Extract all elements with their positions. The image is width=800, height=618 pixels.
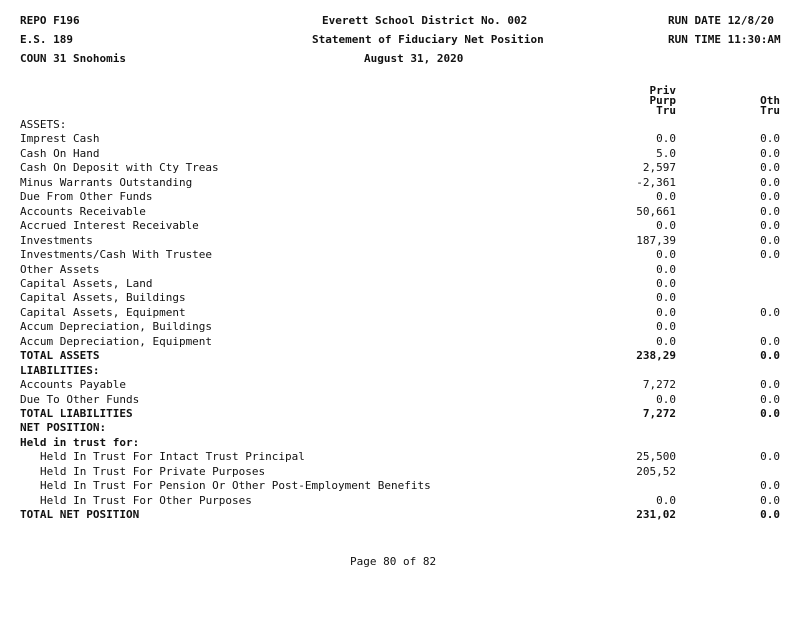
col2-header-line1: Oth bbox=[760, 94, 780, 107]
row-label: Accum Depreciation, Equipment bbox=[20, 335, 213, 348]
row-value-col2: 0.0 bbox=[760, 335, 780, 348]
row-value-col1: 5.0 bbox=[656, 147, 676, 160]
row-value-col2: 0.0 bbox=[760, 393, 780, 406]
row-value-col1: 238,29 bbox=[636, 349, 676, 362]
row-value-col2: 0.0 bbox=[760, 407, 780, 420]
row-label: ASSETS: bbox=[20, 118, 67, 131]
row-value-col2: 0.0 bbox=[760, 176, 780, 189]
header-district-name: Everett School District No. 002 bbox=[322, 14, 528, 27]
row-label: Investments bbox=[20, 234, 93, 247]
header-report-id: REPO F196 bbox=[20, 14, 80, 27]
row-value-col1: -2,361 bbox=[636, 176, 676, 189]
row-value-col1: 25,500 bbox=[636, 450, 676, 463]
row-value-col1: 0.0 bbox=[656, 291, 676, 304]
row-label: LIABILITIES: bbox=[20, 364, 100, 377]
row-label: TOTAL LIABILITIES bbox=[20, 407, 133, 420]
row-label: Held In Trust For Private Purposes bbox=[40, 465, 266, 478]
row-value-col1: 0.0 bbox=[656, 219, 676, 232]
row-value-col2: 0.0 bbox=[760, 161, 780, 174]
row-value-col1: 0.0 bbox=[656, 335, 676, 348]
row-label: Held In Trust For Pension Or Other Post-Employment Benefits bbox=[40, 479, 431, 492]
row-label: Accounts Receivable bbox=[20, 205, 146, 218]
row-label: Capital Assets, Buildings bbox=[20, 291, 186, 304]
row-value-col1: 231,02 bbox=[636, 508, 676, 521]
row-value-col2: 0.0 bbox=[760, 219, 780, 232]
row-value-col2: 0.0 bbox=[760, 190, 780, 203]
row-value-col1: 2,597 bbox=[642, 161, 676, 174]
col1-header-line2: Purp bbox=[649, 94, 676, 107]
col2-header-line2: Tru bbox=[760, 104, 780, 117]
row-value-col1: 0.0 bbox=[656, 132, 676, 145]
row-label: Cash On Deposit with Cty Treas bbox=[20, 161, 219, 174]
header-county: COUN 31 Snohomis bbox=[20, 52, 126, 65]
header-district-code: E.S. 189 bbox=[20, 33, 73, 46]
header-run-date: RUN DATE 12/8/20 bbox=[668, 14, 774, 27]
row-value-col1: 0.0 bbox=[656, 248, 676, 261]
row-label: TOTAL ASSETS bbox=[20, 349, 100, 362]
row-value-col2: 0.0 bbox=[760, 234, 780, 247]
page-number: Page 80 of 82 bbox=[350, 555, 437, 568]
row-label: Other Assets bbox=[20, 263, 100, 276]
row-value-col1: 0.0 bbox=[656, 320, 676, 333]
row-label: Cash On Hand bbox=[20, 147, 100, 160]
row-value-col1: 0.0 bbox=[656, 263, 676, 276]
row-label: Minus Warrants Outstanding bbox=[20, 176, 193, 189]
row-value-col2: 0.0 bbox=[760, 378, 780, 391]
row-label: Accum Depreciation, Buildings bbox=[20, 320, 213, 333]
col1-header-line1: Priv bbox=[649, 84, 676, 97]
row-value-col1: 0.0 bbox=[656, 494, 676, 507]
row-value-col2: 0.0 bbox=[760, 248, 780, 261]
row-label: Held in trust for: bbox=[20, 436, 140, 449]
row-value-col2: 0.0 bbox=[760, 132, 780, 145]
header-statement-title: Statement of Fiduciary Net Position bbox=[312, 33, 544, 46]
row-value-col2: 0.0 bbox=[760, 494, 780, 507]
row-value-col1: 7,272 bbox=[642, 407, 676, 420]
header-run-time: RUN TIME 11:30:AM bbox=[668, 33, 781, 46]
row-value-col2: 0.0 bbox=[760, 349, 780, 362]
header-statement-date: August 31, 2020 bbox=[364, 52, 464, 65]
row-label: Accounts Payable bbox=[20, 378, 126, 391]
row-label: Investments/Cash With Trustee bbox=[20, 248, 213, 261]
row-value-col2: 0.0 bbox=[760, 450, 780, 463]
row-label: Accrued Interest Receivable bbox=[20, 219, 199, 232]
row-value-col1: 7,272 bbox=[642, 378, 676, 391]
row-value-col2: 0.0 bbox=[760, 508, 780, 521]
col1-header-line3: Tru bbox=[656, 104, 676, 117]
row-value-col1: 50,661 bbox=[636, 205, 676, 218]
row-value-col1: 0.0 bbox=[656, 190, 676, 203]
row-label: Imprest Cash bbox=[20, 132, 100, 145]
row-label: Held In Trust For Other Purposes bbox=[40, 494, 252, 507]
row-value-col2: 0.0 bbox=[760, 306, 780, 319]
row-value-col1: 0.0 bbox=[656, 306, 676, 319]
row-value-col2: 0.0 bbox=[760, 147, 780, 160]
row-label: TOTAL NET POSITION bbox=[20, 508, 140, 521]
row-label: Capital Assets, Land bbox=[20, 277, 153, 290]
row-value-col2: 0.0 bbox=[760, 205, 780, 218]
row-value-col1: 205,52 bbox=[636, 465, 676, 478]
row-label: Capital Assets, Equipment bbox=[20, 306, 186, 319]
row-label: Due From Other Funds bbox=[20, 190, 153, 203]
row-label: NET POSITION: bbox=[20, 421, 107, 434]
row-value-col1: 187,39 bbox=[636, 234, 676, 247]
row-value-col2: 0.0 bbox=[760, 479, 780, 492]
row-value-col1: 0.0 bbox=[656, 277, 676, 290]
row-label: Held In Trust For Intact Trust Principal bbox=[40, 450, 305, 463]
row-label: Due To Other Funds bbox=[20, 393, 140, 406]
row-value-col1: 0.0 bbox=[656, 393, 676, 406]
